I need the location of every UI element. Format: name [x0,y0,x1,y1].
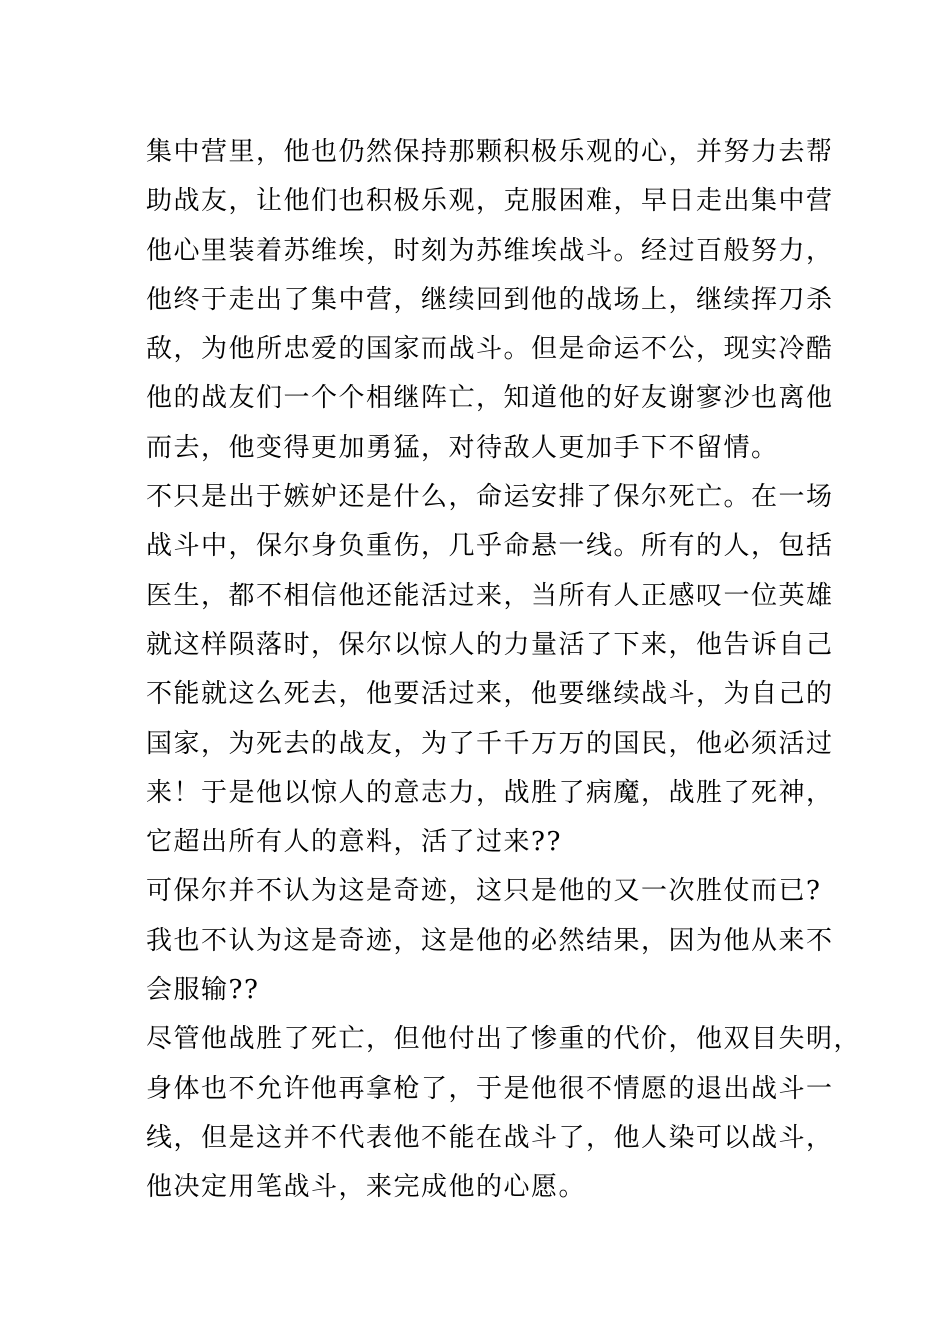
text-line: 尽管他战胜了死亡，但他付出了惨重的代价，他双目失明， [146,1024,862,1055]
text-line: 可保尔并不认为这是奇迹，这只是他的又一次胜仗而已? [146,876,822,907]
text-line: 他决定用笔战斗，来完成他的心愿。 [146,1172,587,1203]
text-line: 助战友，让他们也积极乐观，克服困难，早日走出集中营 [146,186,834,217]
text-line: 不能就这么死去，他要活过来，他要继续战斗，为自己的 [146,679,834,710]
text-line: 不只是出于嫉妒还是什么，命运安排了保尔死亡。在一场 [146,482,834,513]
text-line: 国家，为死去的战友，为了千千万万的国民，他必须活过 [146,728,834,759]
text-line: 就这样陨落时，保尔以惊人的力量活了下来，他告诉自己 [146,629,834,660]
text-line: 医生，都不相信他还能活过来，当所有人正感叹一位英雄 [146,580,834,611]
text-line: 线，但是这并不代表他不能在战斗了，他人染可以战斗， [146,1122,834,1153]
text-line: 来！于是他以惊人的意志力，战胜了病魔，战胜了死神， [146,777,834,808]
text-line: 我也不认为这是奇迹，这是他的必然结果，因为他从来不 [146,925,834,956]
text-line: 而去，他变得更加勇猛，对待敌人更加手下不留情。 [146,432,779,463]
text-line: 身体也不允许他再拿枪了，于是他很不情愿的退出战斗一 [146,1073,834,1104]
text-line: 敌，为他所忠爱的国家而战斗。但是命运不公，现实冷酷 [146,334,834,365]
text-line: 战斗中，保尔身负重伤，几乎命悬一线。所有的人，包括 [146,531,834,562]
text-line: 他的战友们一个个相继阵亡，知道他的好友谢寥沙也离他 [146,383,834,414]
body-text [146,132,862,1217]
text-line: 会服输?? [146,975,260,1006]
text-line: 他终于走出了集中营，继续回到他的战场上，继续挥刀杀 [146,284,834,315]
text-line: 他心里装着苏维埃，时刻为苏维埃战斗。经过百般努力， [146,235,834,266]
text-line: 它超出所有人的意料，活了过来?? [146,827,562,858]
text-line: 集中营里，他也仍然保持那颗积极乐观的心，并努力去帮 [146,137,834,167]
